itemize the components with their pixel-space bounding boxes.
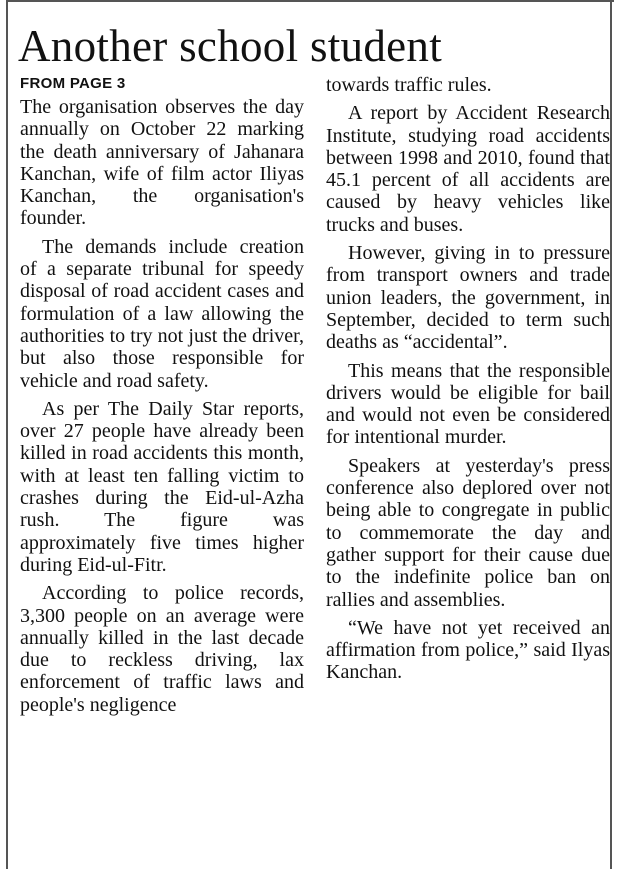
paragraph: A report by Accident Research Institute, studying road accidents between 1998 and 2010, found that 45.1 percent of all accidents are caused by heavy vehicles like trucks and buses. [326,102,610,236]
paragraph: The demands include creation of a separate tribunal for speedy disposal of road accident cases and formulation of a law allowing the authorities to try not just the driver, but also those responsible for vehicle and road safety. [20,235,304,392]
paragraph: As per The Daily Star reports, over 27 people have already been killed in road accidents this month, with at least ten falling victim to crashes during the Eid-ul-Azha rush. The figure was approximately five times higher during Eid-ul-Fitr. [20,397,304,576]
top-border-rule [6,0,614,2]
paragraph: Speakers at yesterday's press conference also deplored over not being able to congregate in public to commemorate the day and gather support for their cause due to the indefinite police ban on rallies and assemblies. [326,454,610,611]
article-column-right [326,74,610,690]
paragraph: The organisation observes the day annually on October 22 marking the death anniversary of Jahanara Kanchan, wife of film actor Iliyas Kanchan, the organisation's founder. [20,96,304,230]
right-border-rule [610,0,612,869]
paragraph: “We have not yet received an affirmation from police,” said Ilyas Kanchan. [326,616,610,684]
left-border-rule [6,0,8,869]
continuation-kicker: FROM PAGE 3 [20,75,126,92]
article-column-left [20,74,304,722]
paragraph: towards traffic rules. [326,74,492,96]
paragraph: This means that the responsible drivers would be eligible for bail and would not even be considered for intentional murder. [326,359,610,449]
headline: Another school student [18,21,443,71]
paragraph: However, giving in to pressure from transport owners and trade union leaders, the government, in September, decided to term such deaths as “accidental”. [326,242,610,354]
paragraph: According to police records, 3,300 people on an average were annually killed in the last decade due to reckless driving, lax enforcement of traffic laws and people's negligence [20,582,304,716]
